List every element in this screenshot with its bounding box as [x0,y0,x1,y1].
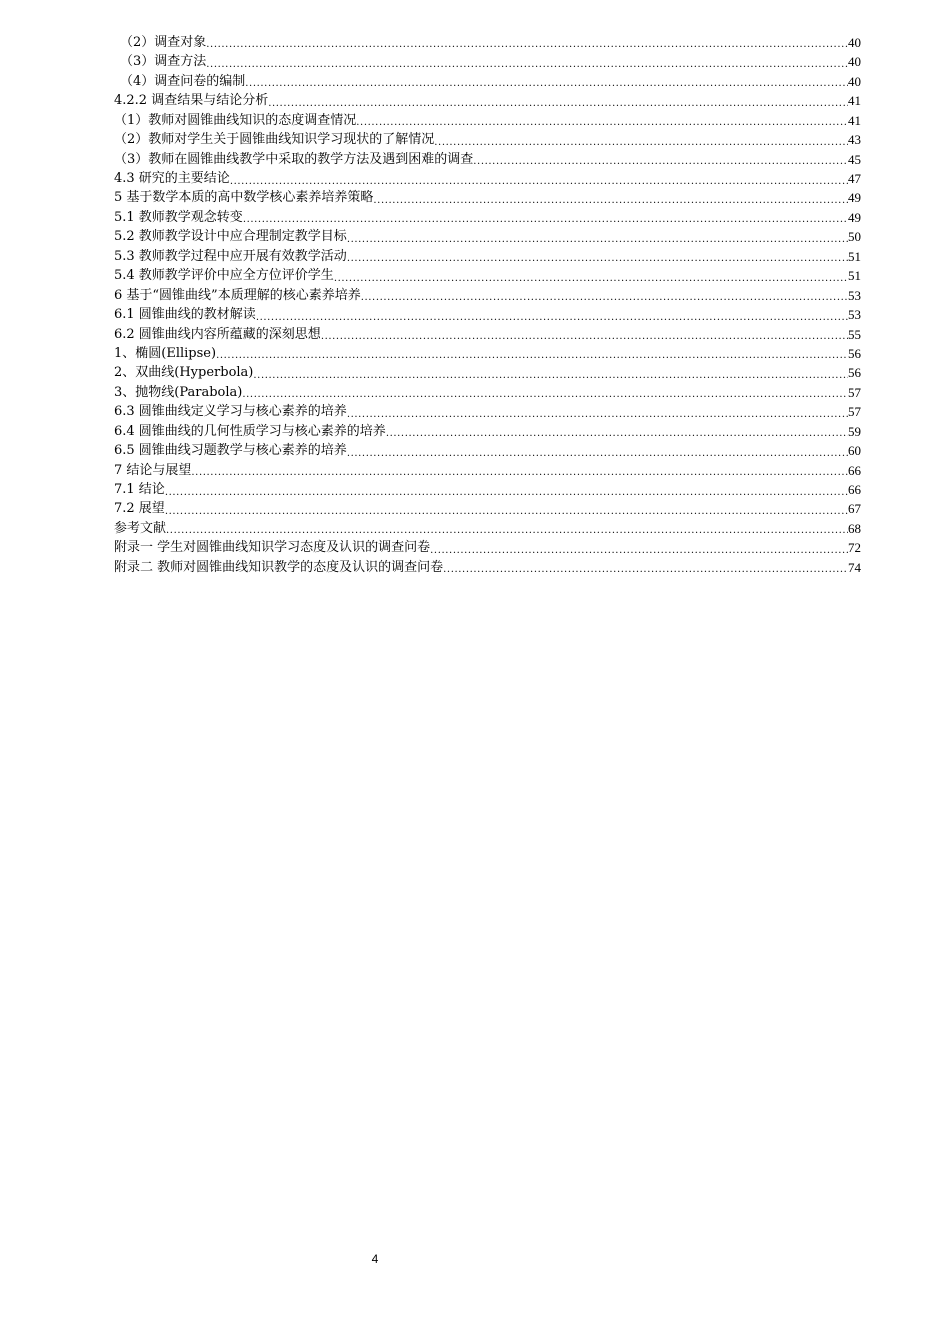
toc-dot-leader [256,305,848,324]
toc-entry[interactable] [114,33,861,52]
toc-entry-title: （2）教师对学生关于圆锥曲线知识学习现状的了解情况 [114,132,435,148]
toc-entry-title: 7.2 展望 [114,501,165,517]
toc-entry[interactable] [114,402,861,421]
toc-entry[interactable] [114,266,861,285]
toc-entry-title: 5.3 教师教学过程中应开展有效教学活动 [114,248,347,264]
toc-entry-title: （2）调查对象 [120,34,207,50]
toc-dot-leader [373,189,848,208]
toc-dot-leader [347,441,848,460]
toc-entry-page: 40 [848,73,861,89]
toc-dot-leader [166,519,848,538]
toc-dot-leader [245,72,848,91]
toc-entry-page: 68 [848,520,861,536]
toc-entry[interactable] [114,169,861,188]
toc-entry-title: 1、椭圆(Ellipse) [114,345,217,361]
toc-entry-page: 57 [848,384,861,400]
toc-entry-title: 7 结论与展望 [114,462,192,478]
toc-entry[interactable] [114,383,861,402]
toc-dot-leader [321,325,848,344]
toc-entry[interactable] [114,325,861,344]
toc-entry-title: 6.3 圆锥曲线定义学习与核心素养的培养 [114,404,347,420]
page-number: 4 [371,1252,379,1266]
toc-entry-page: 59 [848,423,861,439]
toc-entry-title: （3）教师在圆锥曲线教学中采取的教学方法及遇到困难的调查 [114,151,474,167]
toc-entry[interactable] [114,441,861,460]
toc-entry[interactable] [114,538,861,557]
toc-entry[interactable] [114,344,861,363]
toc-entry[interactable] [114,72,861,91]
toc-entry[interactable] [114,52,861,71]
toc-entry[interactable] [114,227,861,246]
toc-dot-leader [242,383,848,402]
toc-entry-page: 41 [848,112,861,128]
toc-dot-leader [243,208,848,227]
toc-entry-title: （1）教师对圆锥曲线知识的态度调查情况 [114,112,357,128]
toc-entry[interactable] [114,91,861,110]
toc-entry-page: 56 [848,345,861,361]
toc-entry-title: 6.4 圆锥曲线的几何性质学习与核心素养的培养 [114,423,386,439]
toc-dot-leader [206,33,848,52]
toc-entry-page: 51 [848,248,861,264]
toc-entry[interactable] [114,422,861,441]
toc-entry-page: 43 [848,132,861,148]
toc-entry-page: 49 [848,190,861,206]
toc-entry-title: 6.1 圆锥曲线的教材解读 [114,307,256,323]
toc-entry-title: 5.4 教师教学评价中应全方位评价学生 [114,268,334,284]
toc-entry-title: 4.2.2 调查结果与结论分析 [114,93,269,109]
toc-dot-leader [473,150,848,169]
toc-entry-title: 附录一 学生对圆锥曲线知识学习态度及认识的调查问卷 [114,540,431,556]
toc-entry[interactable] [114,558,861,577]
toc-entry-page: 57 [848,404,861,420]
toc-entry-title: （4）调查问卷的编制 [120,73,246,89]
toc-entry-title: （3）调查方法 [120,54,207,70]
toc-entry-title: 附录二 教师对圆锥曲线知识教学的态度及认识的调查问卷 [114,559,444,575]
toc-entry-title: 参考文献 [114,520,167,536]
toc-dot-leader [165,480,848,499]
toc-dot-leader [334,266,848,285]
toc-dot-leader [206,52,848,71]
toc-dot-leader [443,558,848,577]
toc-entry-title: 7.1 结论 [114,482,165,498]
toc-dot-leader [268,91,848,110]
toc-entry-page: 40 [848,54,861,70]
toc-dot-leader [253,363,848,382]
toc-entry-title: 6.5 圆锥曲线习题教学与核心素养的培养 [114,443,347,459]
toc-entry-title: 5.1 教师教学观念转变 [114,209,243,225]
toc-dot-leader [356,111,848,130]
toc-entry-page: 41 [848,93,861,109]
toc-dot-leader [434,130,848,149]
toc-dot-leader [361,286,848,305]
toc-entry-page: 66 [848,462,861,478]
toc-entry[interactable] [114,130,861,149]
toc-dot-leader [386,422,848,441]
toc-dot-leader [347,402,848,421]
toc-entry[interactable] [114,305,861,324]
toc-entry[interactable] [114,500,861,519]
toc-entry[interactable] [114,480,861,499]
toc-entry-title: 6 基于“圆锥曲线”本质理解的核心素养培养 [114,287,361,303]
toc-dot-leader [430,538,848,557]
toc-dot-leader [347,247,848,266]
toc-entry[interactable] [114,189,861,208]
toc-dot-leader [216,344,848,363]
toc-entry-page: 66 [848,482,861,498]
toc-entry-title: 3、抛物线(Parabola) [114,384,243,400]
toc-entry-page: 60 [848,443,861,459]
toc-entry-title: 4.3 研究的主要结论 [114,171,230,187]
toc-dot-leader [191,461,848,480]
toc-entry-page: 56 [848,365,861,381]
toc-entry-title: 5 基于数学本质的高中数学核心素养培养策略 [114,190,374,206]
toc-entry-title: 2、双曲线(Hyperbola) [114,365,254,381]
toc-entry-page: 53 [848,287,861,303]
toc-entry-title: 6.2 圆锥曲线内容所蕴藏的深刻思想 [114,326,321,342]
toc-dot-leader [230,169,848,188]
toc-entry-page: 47 [848,171,861,187]
toc-entry[interactable] [114,461,861,480]
toc-entry-page: 50 [848,229,861,245]
toc-entry-title: 5.2 教师教学设计中应合理制定教学目标 [114,229,347,245]
toc-entry-page: 55 [848,326,861,342]
toc-entry-page: 49 [848,209,861,225]
toc-entry-page: 51 [848,268,861,284]
toc-entry-page: 53 [848,307,861,323]
toc-entry[interactable] [114,208,861,227]
toc-entry[interactable] [114,363,861,382]
toc-entry[interactable] [114,519,861,538]
toc-entry[interactable] [114,111,861,130]
toc-entry-page: 74 [848,559,861,575]
toc-entry-page: 67 [848,501,861,517]
toc-entry[interactable] [114,247,861,266]
toc-entry-page: 72 [848,540,861,556]
toc-entry-page: 40 [848,34,861,50]
table-of-contents [114,33,861,577]
toc-entry-page: 45 [848,151,861,167]
toc-dot-leader [165,500,848,519]
toc-entry[interactable] [114,150,861,169]
toc-dot-leader [347,227,848,246]
toc-entry[interactable] [114,286,861,305]
